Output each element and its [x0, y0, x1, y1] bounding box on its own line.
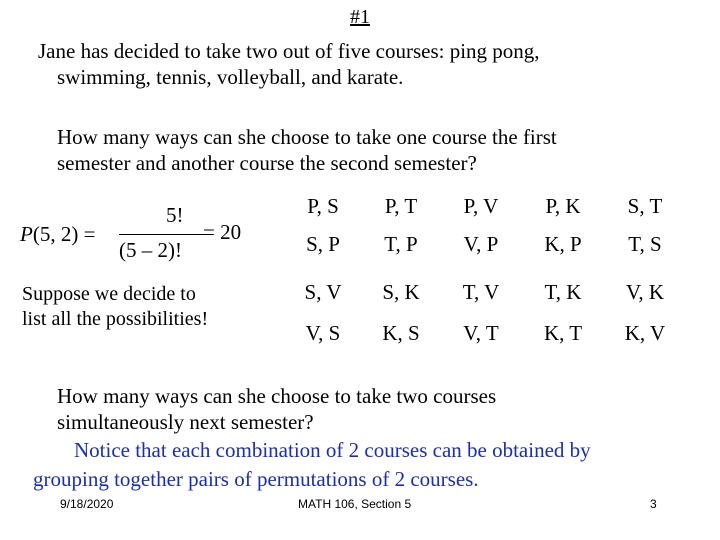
fraction-bar: [119, 234, 211, 235]
permutation-pair: [285, 280, 361, 305]
permutation-pair: [443, 232, 519, 257]
pair-label: T, P: [384, 232, 418, 256]
question1-line1: Jane has decided to take two out of five courses: ping pong,: [38, 39, 540, 63]
combination-note-line1: Notice that each combination of 2 courses can be obtained by: [74, 438, 591, 462]
permutation-pair: [443, 194, 519, 219]
pair-label: P, T: [384, 194, 418, 218]
formula-denominator: (5 – 2)!: [119, 238, 182, 262]
pair-label: V, T: [463, 321, 499, 345]
permutation-pair: [443, 321, 519, 346]
pair-label: K, S: [382, 321, 420, 345]
footer-course: MATH 106, Section 5: [298, 497, 412, 511]
combination-note-line2: grouping together pairs of permutations of 2 courses.: [33, 467, 479, 491]
question1-line2: swimming, tennis, volleyball, and karate.: [57, 65, 404, 89]
formula-numerator: 5!: [166, 203, 184, 227]
note1-line2: list all the possibilities!: [22, 308, 209, 330]
permutation-pair: [363, 194, 439, 219]
permutation-pair: [525, 321, 601, 346]
permutation-pair: [285, 194, 361, 219]
permutation-pair: [285, 321, 361, 346]
pair-label: K, P: [544, 232, 582, 256]
permutation-pair: [525, 232, 601, 257]
pair-label: P, K: [545, 194, 581, 218]
formula-lhs-rest: (5, 2) =: [32, 222, 96, 246]
permutation-pair: [443, 280, 519, 305]
question3-line1: How many ways can she choose to take two courses: [57, 384, 497, 408]
formula-result: = 20: [203, 220, 242, 244]
pair-label: S, K: [382, 280, 420, 304]
permutation-pair: [363, 321, 439, 346]
permutation-pair: [607, 232, 683, 257]
pair-label: T, V: [462, 280, 500, 304]
permutation-pair: [525, 280, 601, 305]
footer-date: 9/18/2020: [60, 497, 114, 511]
pair-label: K, T: [543, 321, 583, 345]
permutation-pair: [363, 280, 439, 305]
pair-label: K, V: [624, 321, 666, 345]
pair-label: V, K: [625, 280, 665, 304]
formula-lhs: [20, 222, 95, 247]
pair-label: V, P: [463, 232, 499, 256]
permutation-pair: [607, 280, 683, 305]
pair-label: P, V: [463, 194, 499, 218]
pair-label: S, V: [304, 280, 342, 304]
permutation-formula: [18, 198, 268, 268]
permutation-pair: [607, 321, 683, 346]
pair-label: P, S: [307, 194, 339, 218]
pair-label: T, S: [628, 232, 662, 256]
note1-line1: Suppose we decide to: [22, 283, 196, 305]
footer-page-number: 3: [650, 497, 657, 511]
question2-line2: semester and another course the second semester?: [57, 151, 477, 175]
permutation-pair: [363, 232, 439, 257]
question2-line1: How many ways can she choose to take one course the first: [57, 125, 557, 149]
pair-label: V, S: [305, 321, 341, 345]
question3-line2: simultaneously next semester?: [57, 410, 314, 434]
permutation-pair: [525, 194, 601, 219]
pair-label: S, P: [306, 232, 340, 256]
pair-label: T, K: [544, 280, 582, 304]
formula-lhs-var: P: [20, 222, 33, 246]
permutation-pair: [607, 194, 683, 219]
permutation-pair: [285, 232, 361, 257]
slide-title: #1: [350, 6, 370, 28]
pair-label: S, T: [627, 194, 663, 218]
list-possibilities-note: [22, 282, 208, 332]
